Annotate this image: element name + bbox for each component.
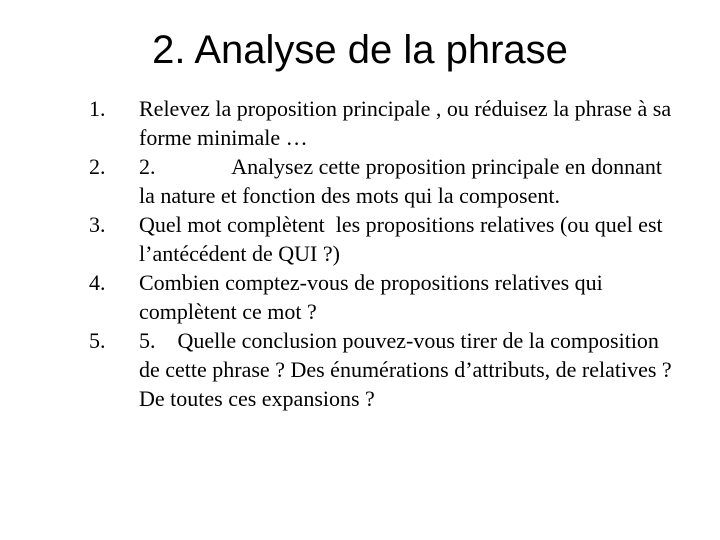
item-number: 2. <box>89 154 106 179</box>
slide-title: 2. Analyse de la phrase <box>152 28 568 72</box>
list-item-2 <box>0 152 720 210</box>
list-item-1 <box>0 94 720 152</box>
item-text: 2. Analysez cette proposition principale en donnant la nature et fonction des mots qui la composent. <box>139 154 662 208</box>
item-number: 4. <box>89 270 106 295</box>
item-text: 5. Quelle conclusion pouvez-vous tirer de la composition de cette phrase ? Des énumérations d’attributs, de relatives ? De toutes ces expansions ? <box>139 328 672 411</box>
item-text: Relevez la proposition principale , ou réduisez la phrase à sa forme minimale … <box>139 96 672 150</box>
question-list <box>0 94 720 413</box>
item-number: 5. <box>89 328 106 353</box>
item-text: Quel mot complètent les propositions relatives (ou quel est l’antécédent de QUI ?) <box>139 212 663 266</box>
list-item-3 <box>0 210 720 268</box>
item-number: 3. <box>89 212 106 237</box>
item-text: Combien comptez-vous de propositions relatives qui complètent ce mot ? <box>139 270 603 324</box>
item-number: 1. <box>89 96 106 121</box>
list-item-5 <box>0 326 720 413</box>
list-item-4 <box>0 268 720 326</box>
